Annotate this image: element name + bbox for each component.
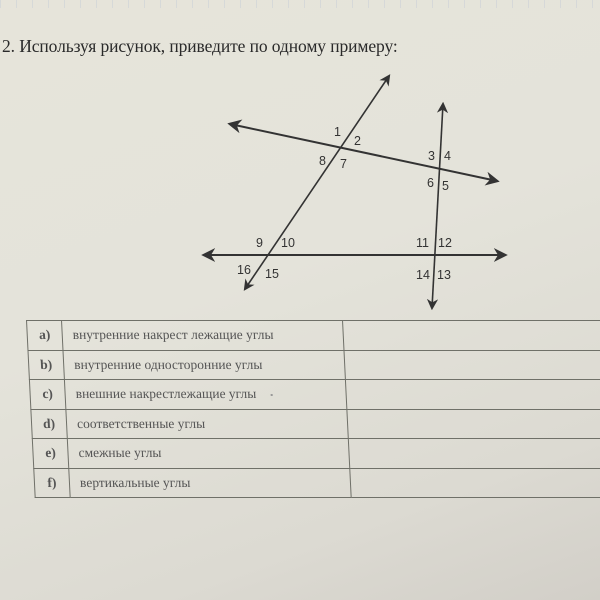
angle-label-13: 13 [437, 268, 451, 282]
answer-cell-b[interactable] [344, 350, 600, 380]
row-description [64, 380, 346, 410]
row-description-text: внешние накрестлежащие углы [75, 386, 257, 402]
table-row [29, 380, 600, 410]
answer-cell-d[interactable] [347, 409, 600, 439]
answers-table-wrapper [26, 320, 600, 498]
angle-label-5: 5 [442, 179, 449, 193]
angle-label-11: 11 [416, 236, 429, 250]
table-row [28, 350, 600, 380]
table-row [32, 439, 600, 469]
row-description: внутренние односторонние углы [63, 350, 345, 380]
stray-dot [270, 394, 272, 396]
angle-label-15: 15 [265, 267, 279, 281]
angle-label-1: 1 [334, 125, 341, 139]
row-letter: e) [32, 439, 68, 469]
row-letter: a) [27, 321, 63, 351]
angle-label-6: 6 [427, 176, 434, 190]
angle-label-12: 12 [438, 236, 452, 250]
angle-label-16: 16 [237, 263, 251, 277]
angle-label-4: 4 [444, 149, 451, 163]
table-row [31, 409, 600, 439]
row-description: вертикальные углы [69, 468, 351, 498]
answer-cell-f[interactable] [350, 468, 600, 498]
row-description: внутренние накрест лежащие углы [62, 321, 344, 351]
row-letter: d) [31, 409, 67, 439]
angle-label-2: 2 [354, 134, 361, 148]
angle-label-8: 8 [319, 154, 326, 168]
answer-cell-a[interactable] [343, 321, 600, 351]
angle-label-14: 14 [416, 268, 430, 282]
row-description: соответственные углы [66, 409, 348, 439]
answers-table [26, 320, 600, 498]
row-letter: b) [28, 350, 64, 380]
answer-cell-c[interactable] [345, 380, 600, 410]
row-description: смежные углы [67, 439, 349, 469]
row-letter: f) [34, 468, 70, 498]
angle-label-3: 3 [428, 149, 435, 163]
table-row [27, 321, 600, 351]
question-title: 2. Используя рисунок, приведите по одному примеру: [2, 36, 398, 56]
angle-label-7: 7 [340, 157, 347, 171]
table-row [34, 468, 600, 498]
line-top [230, 124, 497, 181]
answer-cell-e[interactable] [348, 439, 600, 469]
transversal-diagonal [245, 76, 389, 289]
angle-label-9: 9 [256, 236, 263, 250]
angle-label-10: 10 [281, 236, 295, 250]
row-letter: c) [29, 380, 65, 410]
